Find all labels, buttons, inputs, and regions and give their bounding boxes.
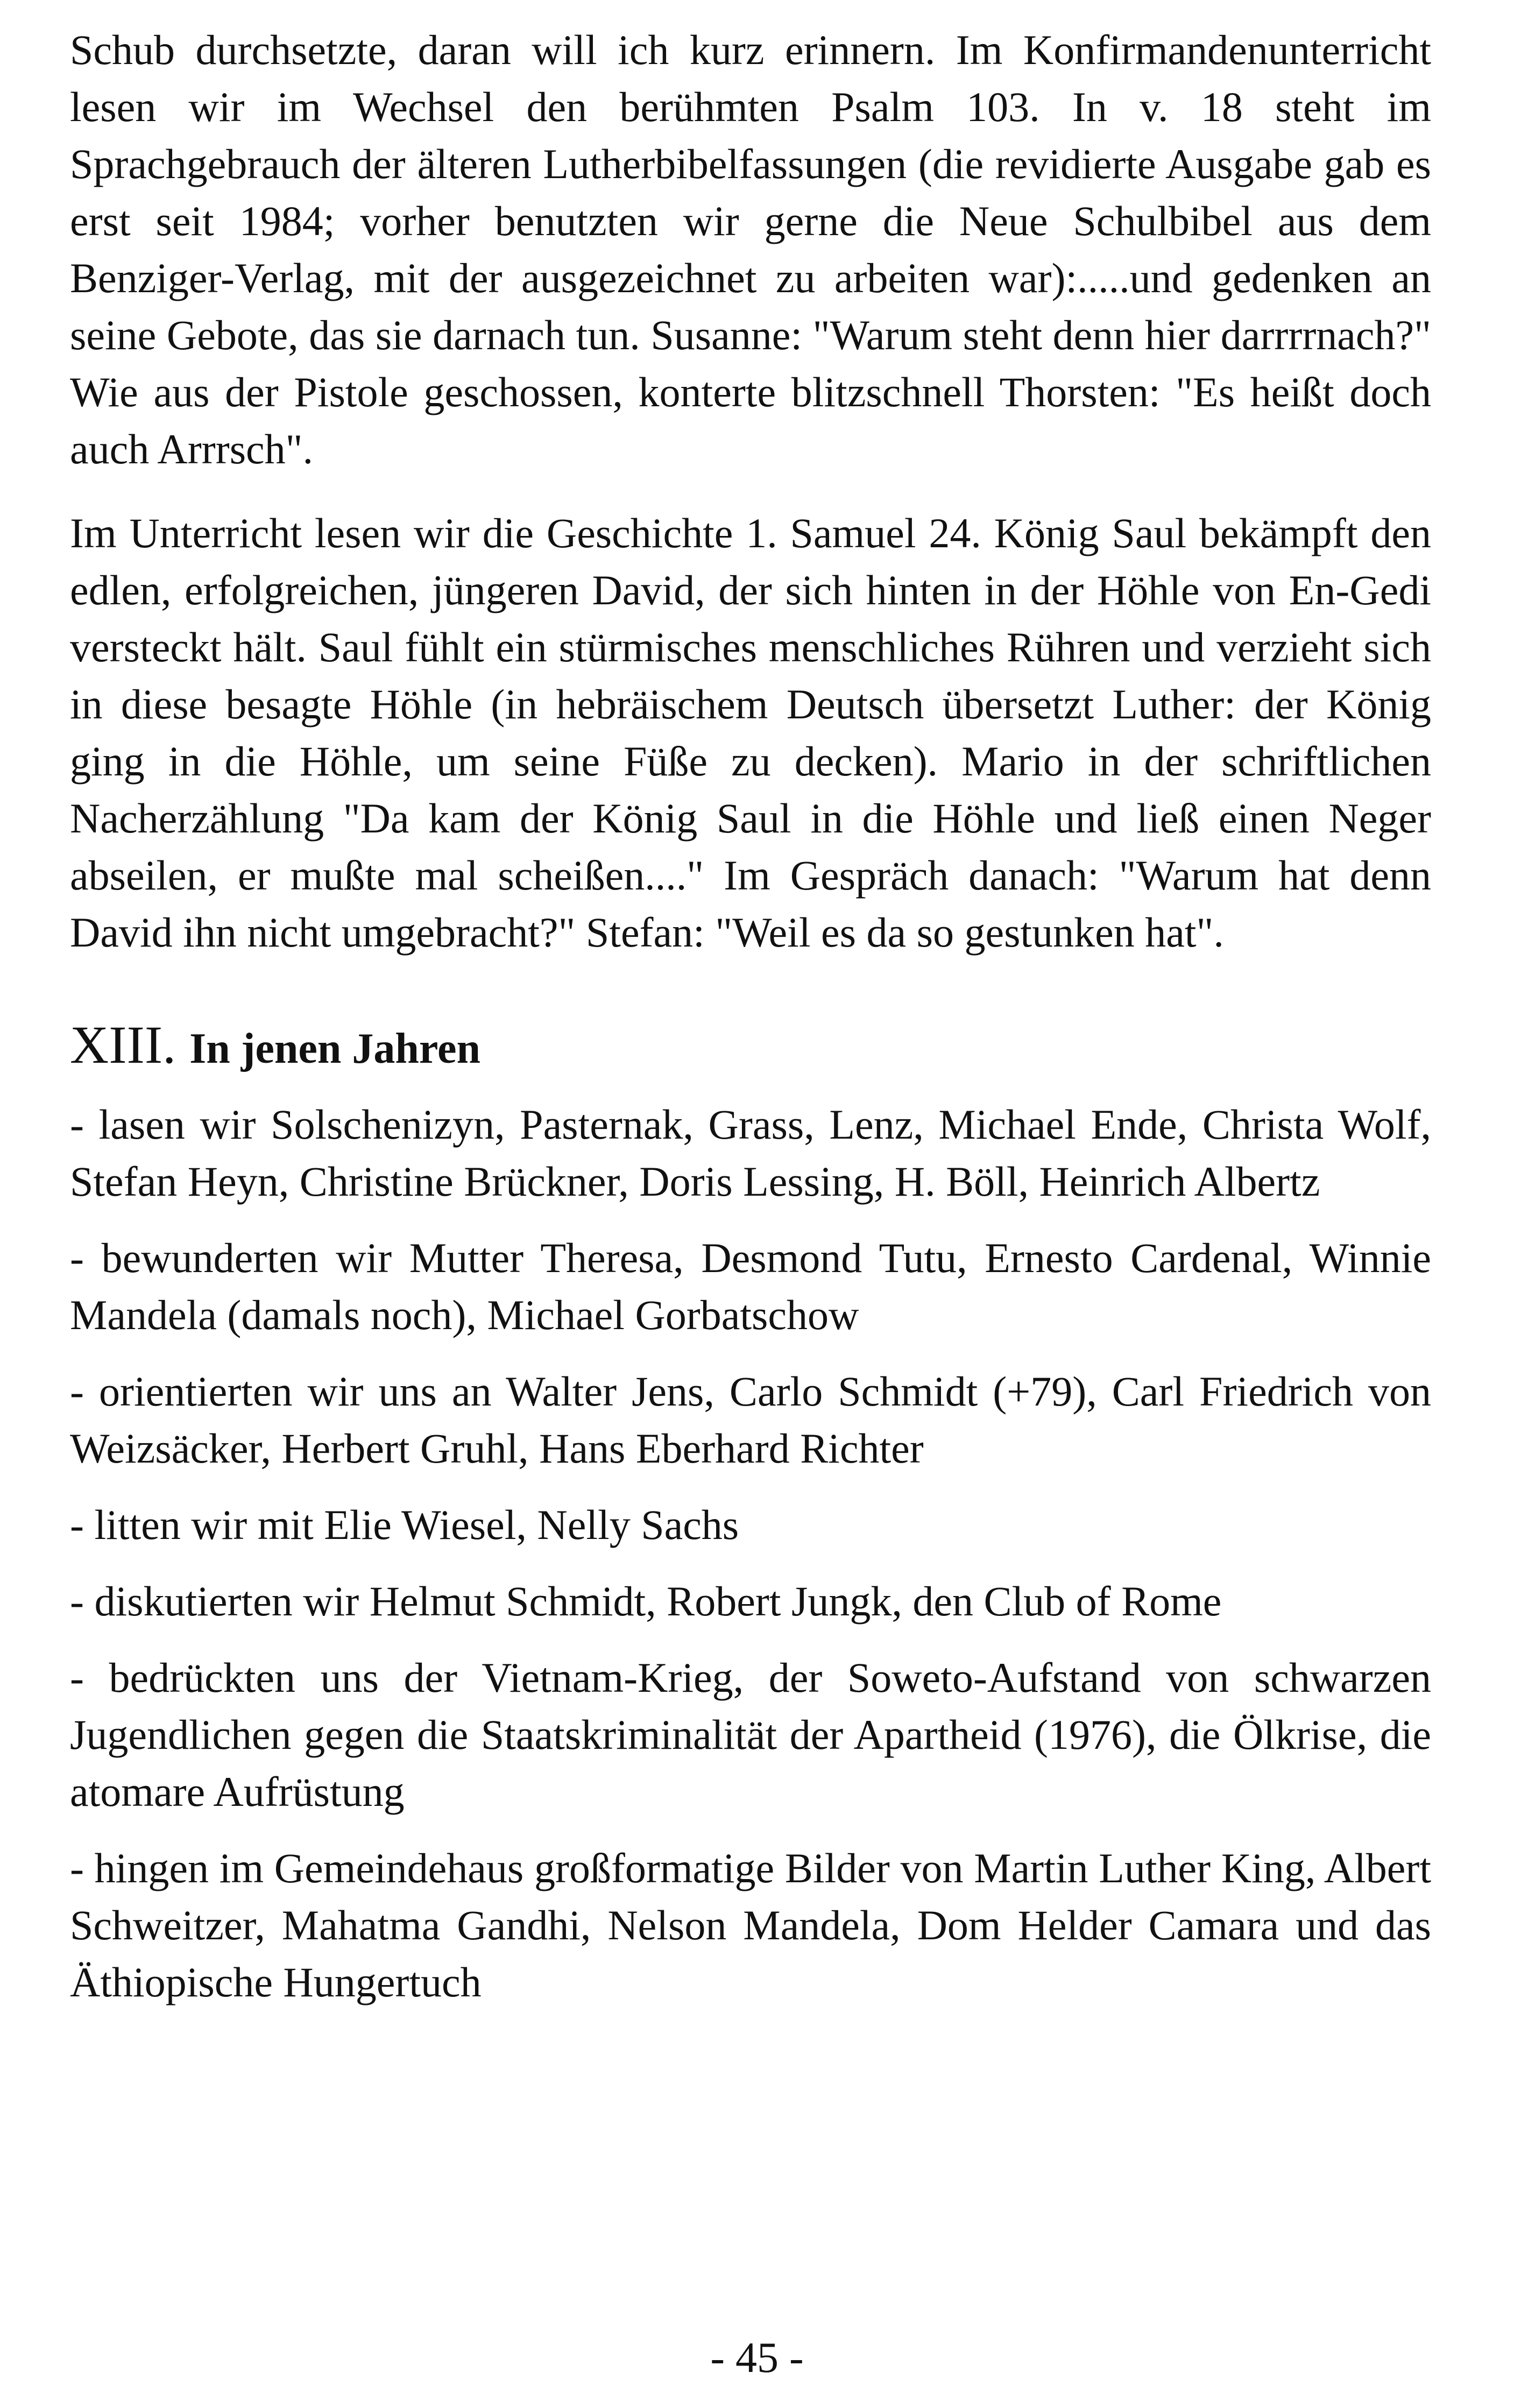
- list-item: - orientierten wir uns an Walter Jens, Carlo Schmidt (+79), Carl Friedrich von Weizsäcker, Herbert Gruhl, Hans Eberhard Richter: [70, 1368, 1431, 1472]
- list-item: - litten wir mit Elie Wiesel, Nelly Sachs: [70, 1501, 739, 1548]
- paragraph-konfirmandenunterricht: Schub durchsetzte, daran will ich kurz erinnern. Im Konfirmandenunterricht lesen wir im Wechsel den berühmten Psalm 103. In v. 18 steht im Sprachgebrauch der älteren Lutherbibelfassungen (die revidierte Ausgabe gab es erst seit 1984; vorher benutzten wir gerne die Neue Schulbibel aus dem Benziger-Verlag, mit der ausgezeichnet zu arbeiten war):.....und gedenken an seine Gebote, das sie darnach tun. Susanne: "Warum steht denn hier darrrrnach?" Wie aus der Pistole geschossen, konterte blitzschnell Thorsten: "Es heißt doch auch Arrrsch".: [70, 26, 1431, 472]
- page-body: [70, 22, 1431, 2030]
- list-item: - diskutierten wir Helmut Schmidt, Robert Jungk, den Club of Rome: [70, 1578, 1222, 1625]
- list-item: - hingen im Gemeindehaus großformatige Bilder von Martin Luther King, Albert Schweitzer, Mahatma Gandhi, Nelson Mandela, Dom Helder Camara und das Äthiopische Hungertuch: [70, 1845, 1431, 2006]
- paragraph-samuel-story: Im Unterricht lesen wir die Geschichte 1. Samuel 24. König Saul bekämpft den edlen, erfolgreichen, jüngeren David, der sich hinten in der Höhle von En-Gedi versteckt hält. Saul fühlt ein stürmisches menschliches Rühren und verzieht sich in diese besagte Höhle (in hebräischem Deutsch übersetzt Luther: der König ging in die Höhle, um seine Füße zu decken). Mario in der schriftlichen Nacherzählung "Da kam der König Saul in die Höhle und ließ einen Neger abseilen, er mußte mal scheißen...." Im Gespräch danach: "Warum hat denn David ihn nicht umgebracht?" Stefan: "Weil es da so gestunken hat".: [70, 510, 1431, 956]
- list-item: - bedrückten uns der Vietnam-Krieg, der Soweto-Aufstand von schwarzen Jugendlichen gegen die Staatskriminalität der Apartheid (1976), die Ölkrise, die atomare Aufrüstung: [70, 1654, 1431, 1815]
- list-item: - lasen wir Solschenizyn, Pasternak, Grass, Lenz, Michael Ende, Christa Wolf, Stefan Heyn, Christine Brückner, Doris Lessing, H. Böll, Heinrich Albertz: [70, 1101, 1431, 1205]
- list-item: - bewunderten wir Mutter Theresa, Desmond Tutu, Ernesto Cardenal, Winnie Mandela (damals noch), Michael Gorbatschow: [70, 1234, 1431, 1338]
- section-title: In jenen Jahren: [189, 1025, 480, 1072]
- section-heading: [70, 1013, 1431, 1081]
- section-numeral: XIII.: [70, 1015, 176, 1075]
- page-number: - 45 -: [710, 2334, 804, 2382]
